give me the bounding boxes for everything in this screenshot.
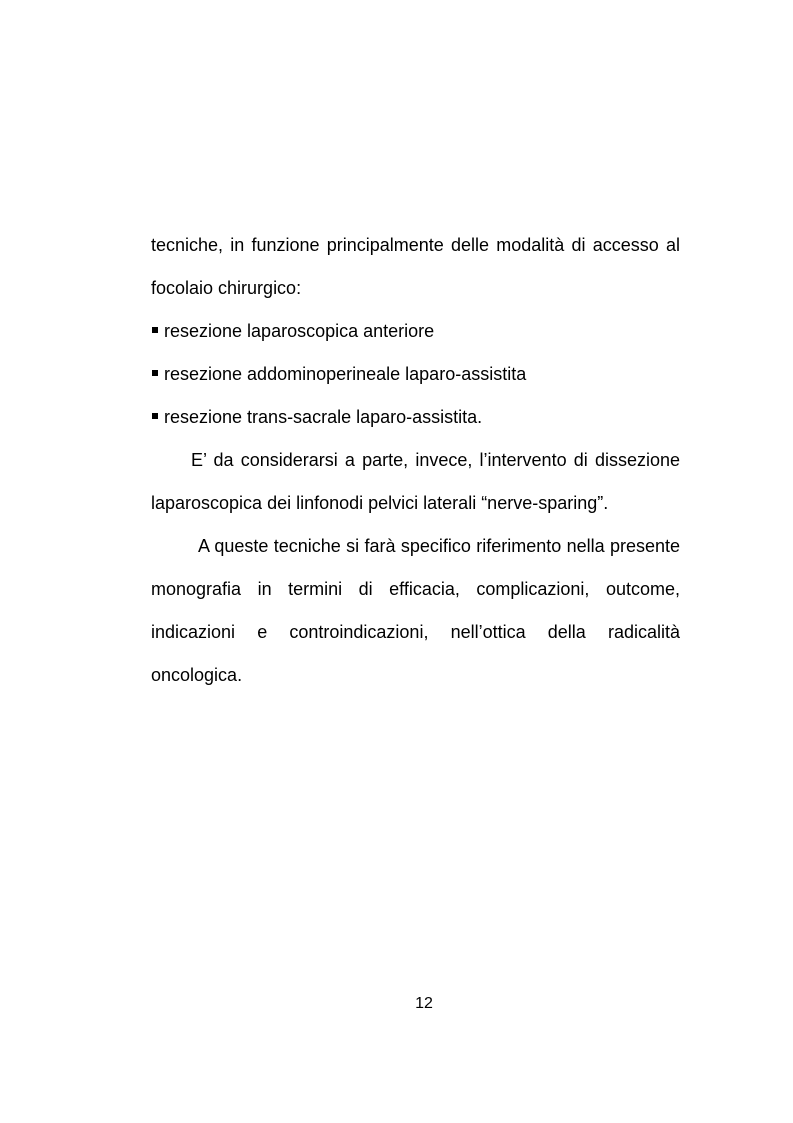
paragraph-lateral-dissection: E’ da considerarsi a parte, invece, l’intervento di dissezione laparoscopica dei linfonodi pelvici laterali “nerve-sparing”. [151, 450, 680, 513]
bullet-list [151, 310, 680, 439]
paragraph-monograph-scope: A queste tecniche si farà specifico riferimento nella presente monografia in termini di efficacia, complicazioni, outcome, indicazioni e controindicazioni, nell’ottica della radicalità oncologica. [151, 536, 680, 685]
list-item [151, 396, 680, 439]
square-bullet-icon [152, 413, 158, 419]
list-item [151, 353, 680, 396]
square-bullet-icon [152, 327, 158, 333]
list-item-text: resezione laparoscopica anteriore [164, 321, 435, 341]
page-number: 12 [415, 995, 433, 1012]
intro-paragraph: tecniche, in funzione principalmente delle modalità di accesso al focolaio chirurgico: [151, 235, 680, 298]
page-body [151, 224, 680, 697]
list-item [151, 310, 680, 353]
list-item-text: resezione trans-sacrale laparo-assistita. [164, 407, 483, 427]
list-item-text: resezione addominoperineale laparo-assistita [164, 364, 527, 384]
square-bullet-icon [152, 370, 158, 376]
